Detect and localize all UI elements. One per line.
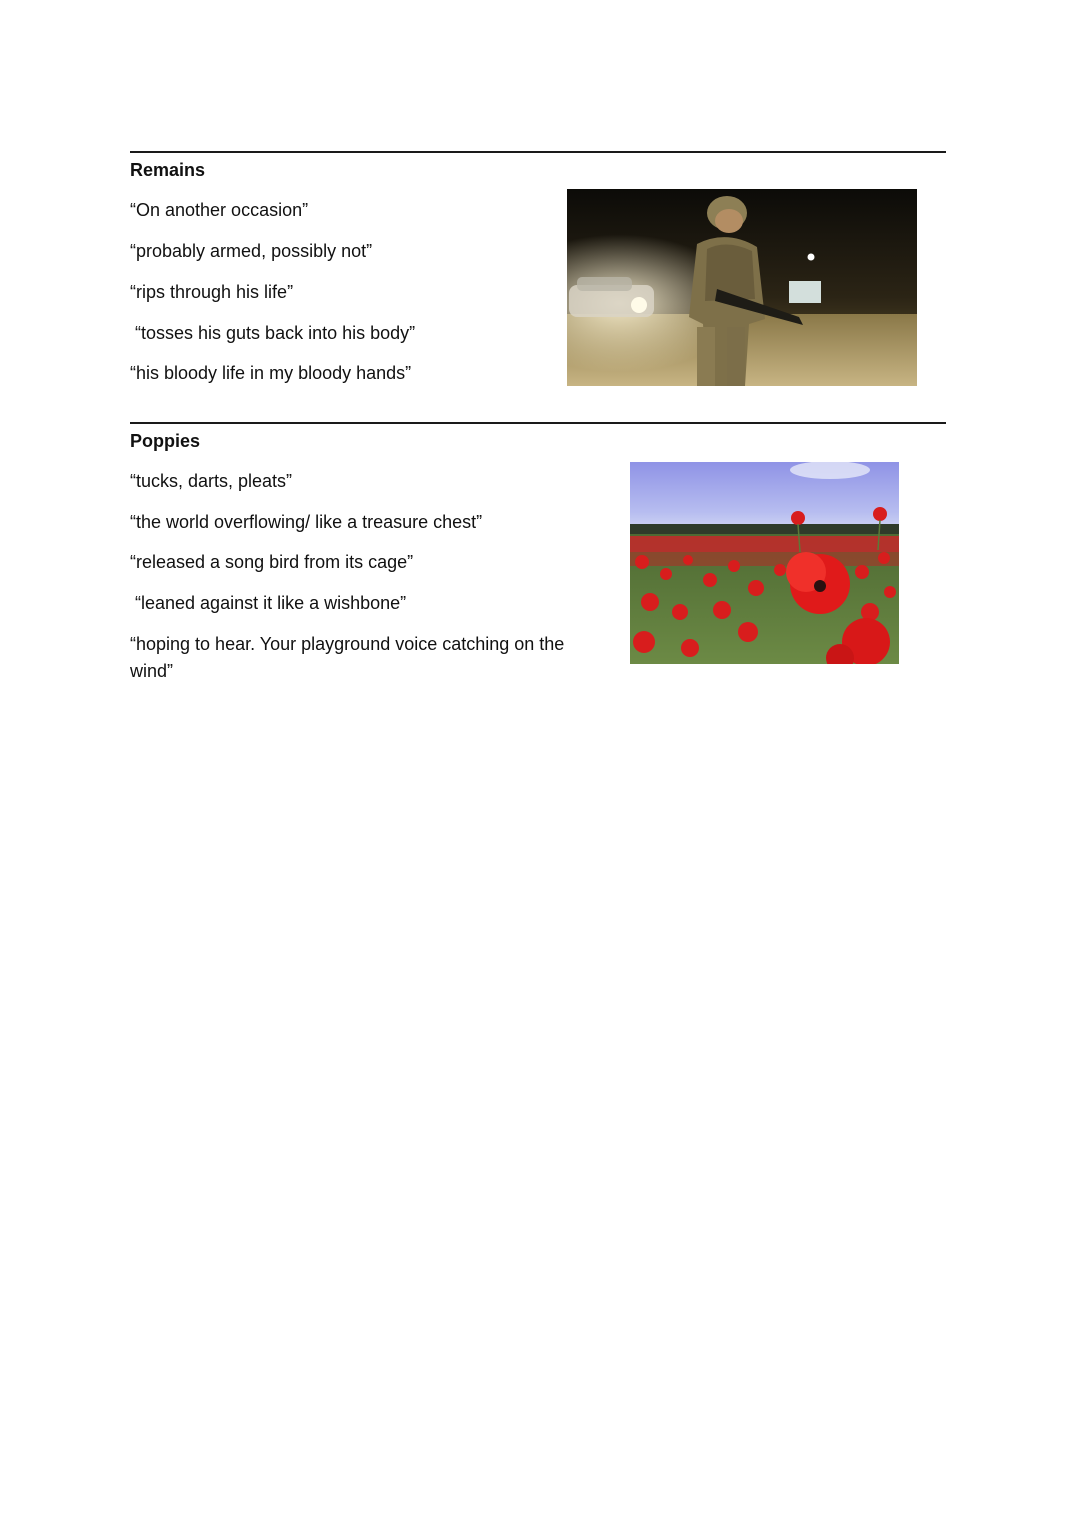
- poppies-quote-3: “released a song bird from its cage”: [130, 552, 414, 572]
- poppies-quote-1: “tucks, darts, pleats”: [130, 471, 293, 491]
- poppies-quote-5: “hoping to hear. Your playground voice catching on the wind”: [130, 634, 565, 681]
- poppies-quote-4: “leaned against it like a wishbone”: [130, 593, 407, 613]
- section-divider-middle: [130, 422, 946, 424]
- remains-quote-3: “rips through his life”: [130, 282, 294, 302]
- soldier-photo: [567, 189, 917, 386]
- poppies-quote-2: “the world overflowing/ like a treasure chest”: [130, 512, 483, 532]
- poppy-field-photo: [630, 462, 899, 664]
- section-title-remains: Remains: [130, 160, 206, 180]
- remains-quote-4: “tosses his guts back into his body”: [130, 323, 416, 343]
- remains-quote-5: “his bloody life in my bloody hands”: [130, 363, 412, 383]
- section-divider-top: [130, 151, 946, 153]
- remains-quote-1: “On another occasion”: [130, 200, 309, 220]
- remains-quote-2: “probably armed, possibly not”: [130, 241, 373, 261]
- section-title-poppies: Poppies: [130, 431, 201, 451]
